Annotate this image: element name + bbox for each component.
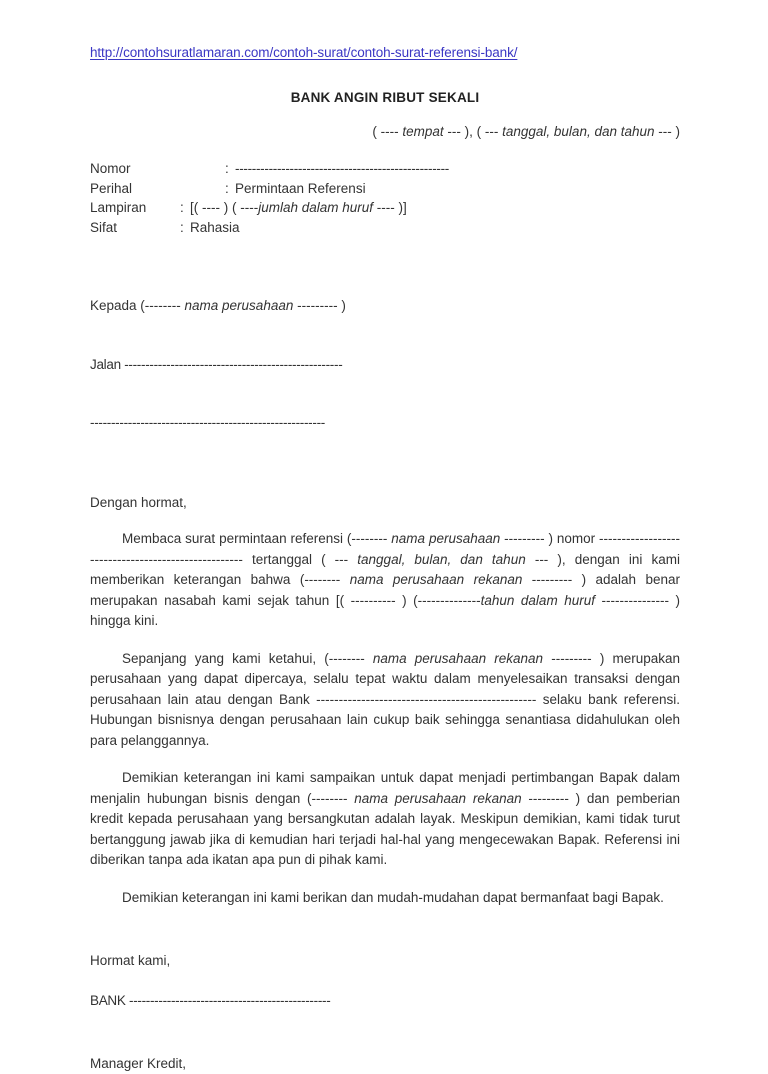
para-1-segment-2: nama perusahaan bbox=[391, 531, 501, 546]
page-title: BANK ANGIN RIBUT SEKALI bbox=[290, 90, 480, 105]
para-1-segment-7: --------- ) adalah benar merupakan nasabah kami sejak tahun [( ---------- ) (-------------- bbox=[90, 572, 680, 608]
field-label-perihal: Perihal bbox=[90, 180, 133, 196]
para-1-segment-4: tanggal, bulan, dan tahun bbox=[357, 551, 526, 567]
body-paragraph-1 bbox=[90, 529, 680, 632]
field-value-lampiran bbox=[190, 198, 407, 218]
field-colon-lampiran: : bbox=[180, 200, 184, 215]
para-1-segment-8: tahun dalam huruf bbox=[480, 592, 595, 608]
para-2-segment-2: nama perusahaan rekanan bbox=[372, 650, 544, 666]
field-colon-sifat: : bbox=[180, 219, 184, 235]
field-row-lampiran bbox=[90, 198, 680, 218]
field-colon-perihal: : bbox=[225, 180, 229, 196]
place-date-close: --- ) bbox=[654, 124, 680, 139]
closing-role-title: Manager Kredit, bbox=[90, 1056, 187, 1071]
body-paragraph-4 bbox=[90, 888, 680, 909]
para-1-segment-6: nama perusahaan rekanan bbox=[349, 572, 523, 587]
kepada-suffix: --------- ) bbox=[293, 298, 346, 313]
document-content bbox=[90, 0, 680, 1074]
company-name-placeholder: nama perusahaan bbox=[184, 298, 294, 313]
field-value-sifat: Rahasia bbox=[190, 219, 240, 235]
field-value-perihal: Permintaan Referensi bbox=[235, 180, 366, 196]
field-label-nomor: Nomor bbox=[90, 161, 131, 176]
place-date-middle: --- ), ( --- bbox=[443, 124, 503, 139]
field-row-nomor bbox=[90, 159, 680, 179]
place-date-open: ( ---- bbox=[372, 124, 403, 139]
field-value-nomor: --------------------------------------------------- bbox=[235, 161, 449, 176]
lampiran-placeholder: jumlah dalam huruf bbox=[258, 200, 374, 215]
body-paragraph-3 bbox=[90, 768, 680, 871]
para-4-segment-1: Demikian keterangan ini kami berikan dan mudah-mudahan dapat bermanfaat bagi Bapak. bbox=[122, 889, 664, 905]
source-url-link[interactable]: http://contohsuratlamaran.com/contoh-surat/contoh-surat-referensi-bank/ bbox=[90, 45, 518, 60]
para-2-segment-3: --------- ) merupakan perusahaan yang dapat dipercaya, selalu tepat waktu dalam menyelesaikan transaksi dengan perusahaan lain atau dengan Bank ------------------------------------------------- selaku bank referensi. Hubungan bisnisnya dengan perusahaan lain cukup baik sehingga senantiasa didahulukan oleh para pelanggannya. bbox=[90, 650, 681, 748]
letter-reference-fields bbox=[90, 159, 680, 237]
para-1-segment-3: --------- ) nomor ---------------------------------------------------- tertanggal ( --- bbox=[90, 531, 680, 567]
para-1-segment-1: Membaca surat permintaan referensi (-------- bbox=[122, 531, 392, 546]
para-1-segment-9: --------------- ) hingga kini. bbox=[90, 592, 681, 628]
lampiran-suffix: ---- )] bbox=[373, 200, 407, 215]
field-label-sifat: Sifat bbox=[90, 219, 118, 235]
addressee-block bbox=[90, 257, 680, 472]
closing-regards: Hormat kami, bbox=[90, 953, 171, 968]
para-3-segment-3: --------- ) dan pemberian kredit kepada perusahaan yang bersangkutan adalah layak. Meskipun demikian, kami tidak turut bertanggung jawab jika di kemudian hari terjadi hal-hal yang mengecewakan Bapak. Referensi ini diberikan tanpa ada ikatan apa pun di pihak kami. bbox=[90, 790, 680, 867]
para-2-segment-1: Sepanjang yang kami ketahui, (-------- bbox=[122, 650, 373, 666]
field-row-perihal bbox=[90, 179, 680, 199]
kepada-prefix: Kepada (-------- bbox=[90, 298, 185, 313]
date-placeholder: tanggal, bulan, dan tahun bbox=[502, 124, 655, 139]
para-1-segment-5: --- ), dengan ini kami memberikan keterangan bahwa (-------- bbox=[90, 551, 681, 587]
field-label-lampiran: Lampiran bbox=[90, 200, 147, 215]
addressee-street-line-1: Jalan ---------------------------------------------------- bbox=[90, 356, 343, 372]
para-3-segment-2: nama perusahaan rekanan bbox=[354, 790, 522, 806]
addressee-company-line bbox=[90, 296, 680, 316]
addressee-street-line-2: -------------------------------------------------------- bbox=[90, 415, 325, 430]
place-and-date-line bbox=[90, 122, 680, 142]
field-colon-nomor: : bbox=[225, 161, 229, 176]
para-3-segment-1: Demikian keterangan ini kami sampaikan untuk dapat menjadi pertimbangan Bapak dalam menjalin hubungan bisnis dengan (-------- bbox=[90, 770, 680, 806]
field-row-sifat bbox=[90, 218, 680, 238]
lampiran-prefix: [( ---- ) ( ---- bbox=[190, 200, 259, 215]
closing-bank-line: BANK ------------------------------------------------ bbox=[90, 992, 331, 1008]
salutation: Dengan hormat, bbox=[90, 494, 187, 510]
place-placeholder: tempat bbox=[402, 124, 444, 139]
body-paragraph-2 bbox=[90, 649, 680, 752]
